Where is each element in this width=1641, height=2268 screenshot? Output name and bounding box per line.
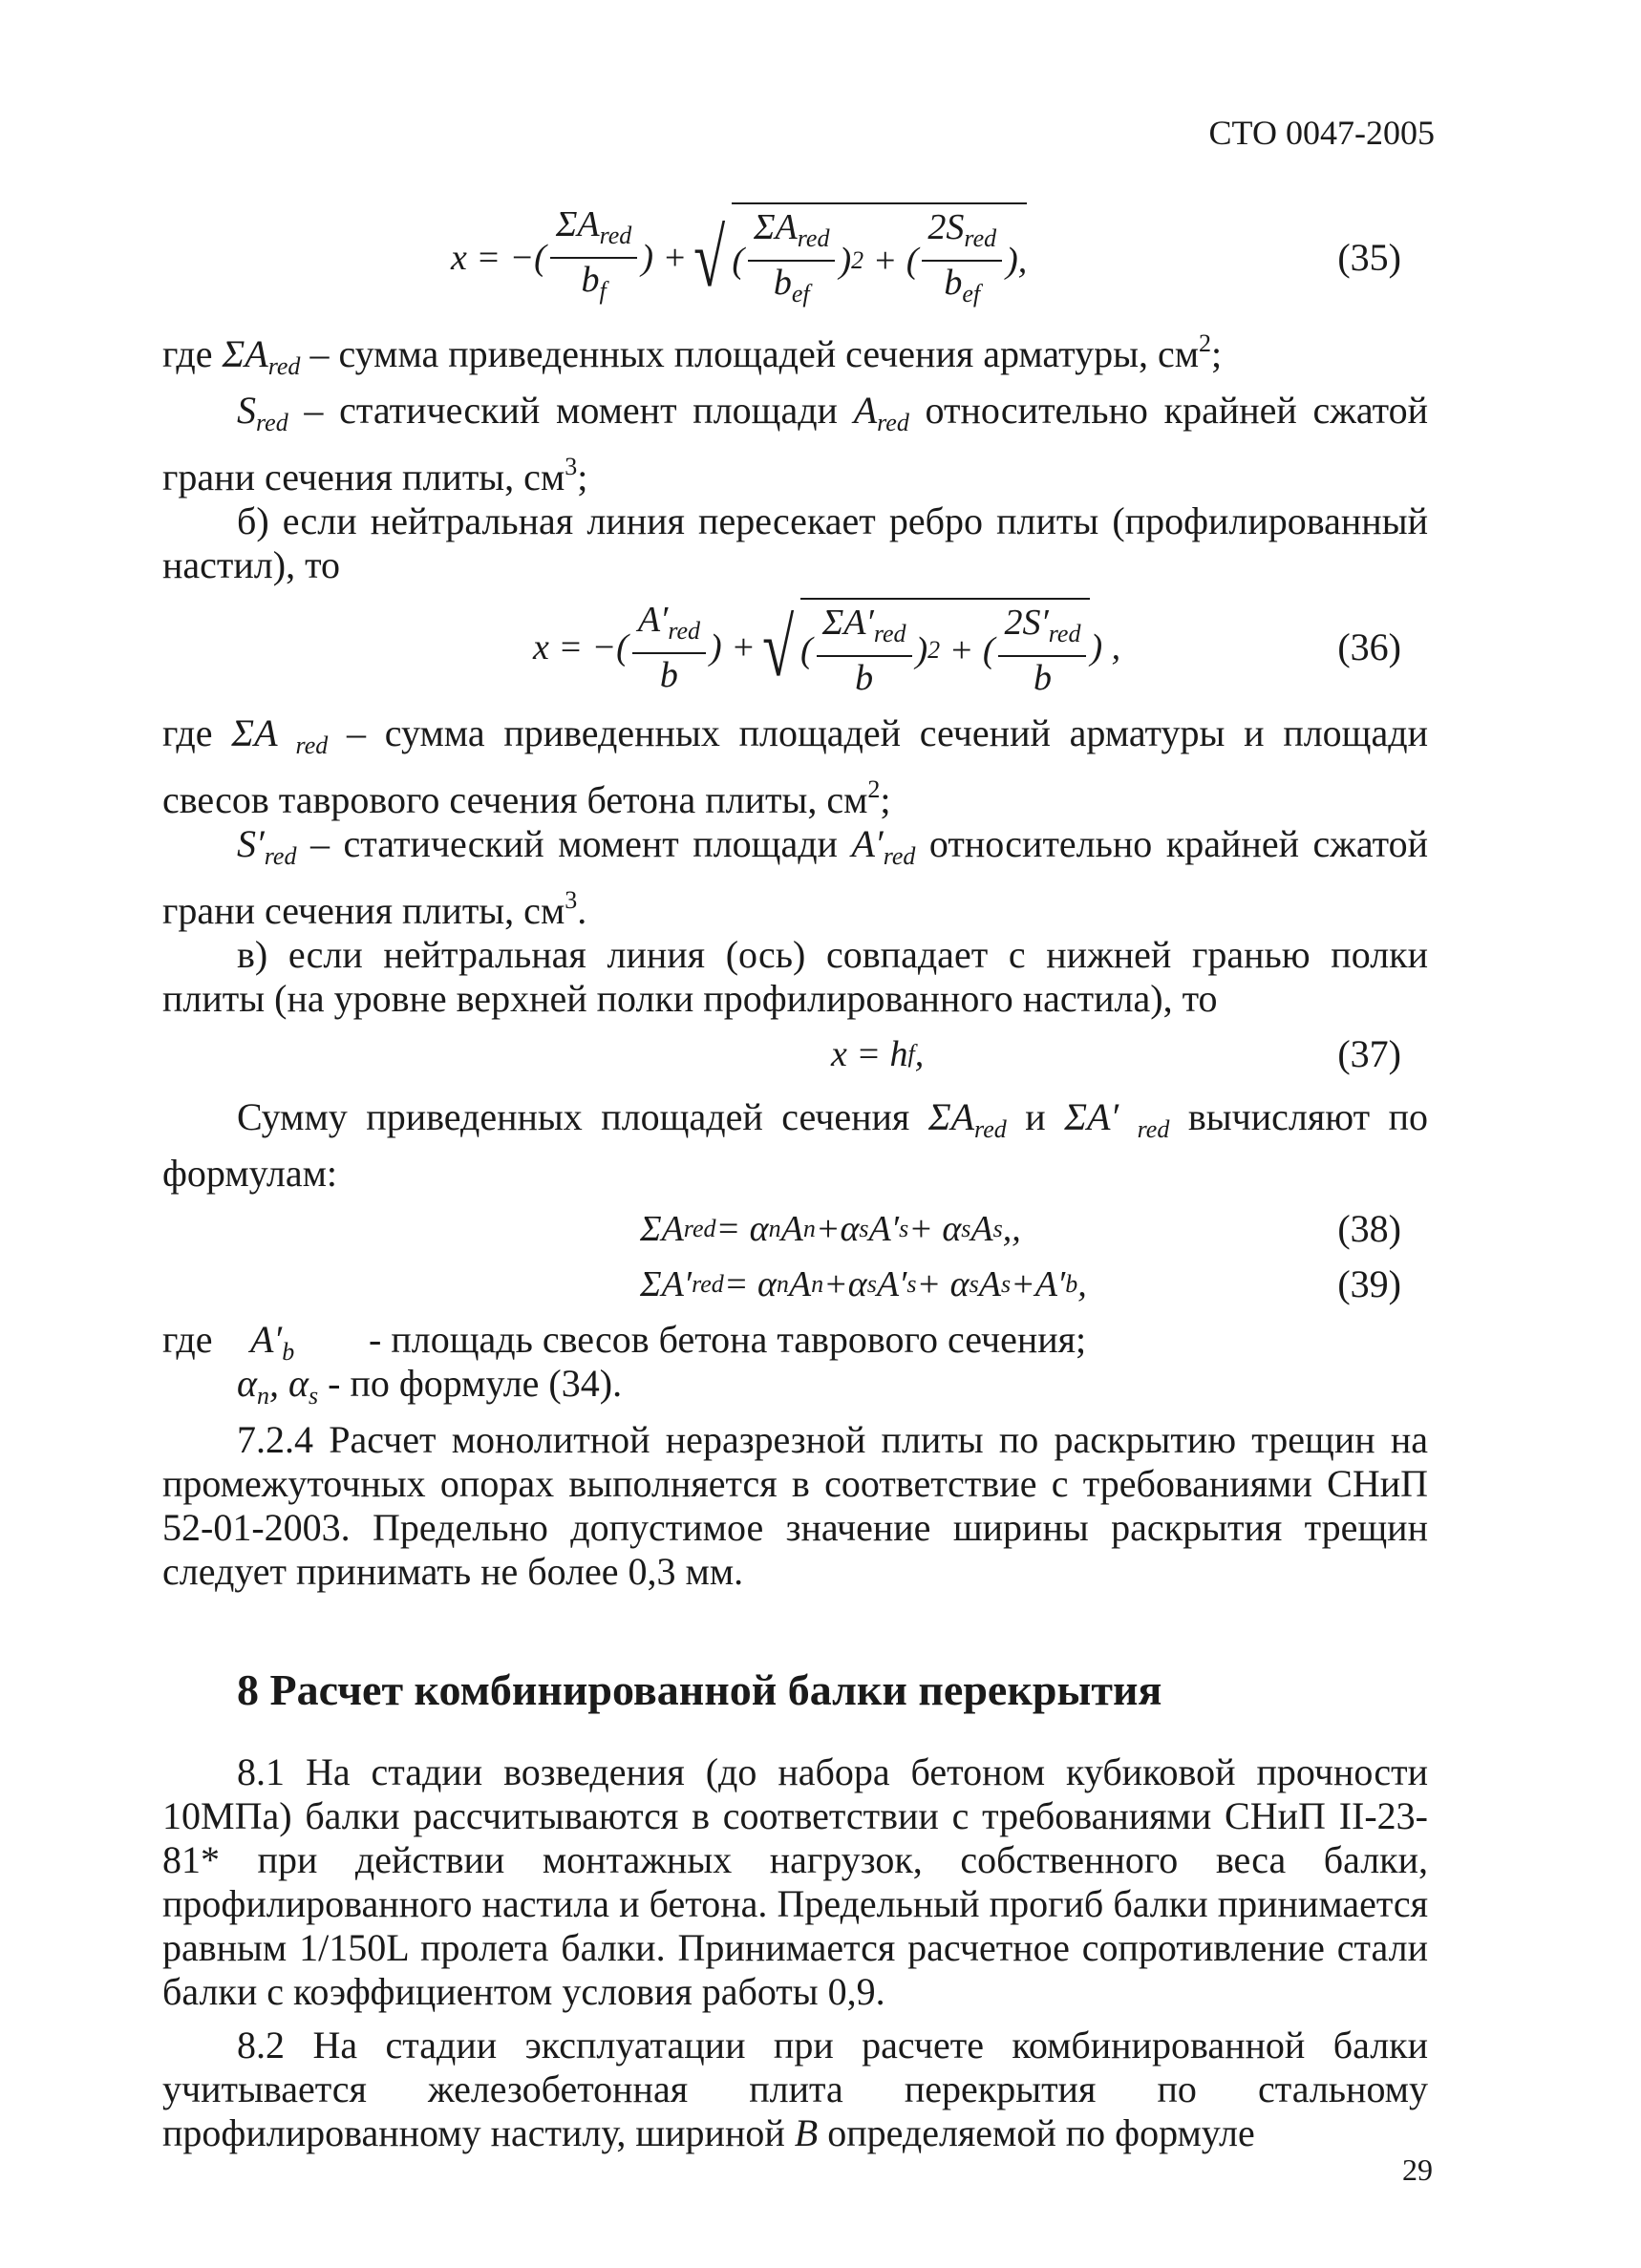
square-root: √ ( $\frac{\Sigma A_{red}}{b_{ef}}$ ) 2 + ( $\frac{2S_{red}}{b_{ef}}$ ),: [687, 202, 1027, 313]
formula-35: x = −( $\frac{\Sigma A_{red}}{b_f}$ ) + √ ( $\frac{\Sigma A_{red}}{b_{ef}}$ ) 2 + ( $\frac{2S_{red}}{b_{ef}}$ ), (35): [162, 205, 1428, 310]
definition-sum-ared-prime: где ΣA $_{red}$ – сумма приведенных площадей сечений арматуры и площади свесов таврового сечения бетона плиты, $см^2$;: [162, 711, 1428, 821]
document-code: СТО 0047-2005: [1208, 114, 1435, 152]
equation-number: (37): [1337, 1032, 1401, 1075]
equation-number: (35): [1337, 236, 1401, 279]
page-number: 29: [1402, 2152, 1433, 2187]
sum-intro: Сумму приведенных площадей сечения $\Sigma A_{red}$ и ΣA′ $_{red}$ вычисляют по формулам:: [162, 1095, 1429, 1195]
equation-number: (38): [1337, 1207, 1401, 1250]
definition-sum-ared: где $\Sigma A_{red}$ – сумма приведенных площадей сечения арматуры, $см^2$;: [162, 329, 1223, 380]
definition-ab: где $A'_b$ - площадь свесов бетона таврового сечения;: [162, 1318, 1087, 1366]
equation-number: (39): [1337, 1262, 1401, 1305]
definition-alpha: $\alpha_n$, $\alpha_s$ - по формуле (34).: [237, 1362, 623, 1410]
paragraph-7-2-4: 7.2.4 Расчет монолитной неразрезной плиты по раскрытию трещин на промежуточных опорах выполняется в соответствие с требованиями СНиП 52-01-2003. Предельно допустимое значение ширины раскрытия трещин следует принимать не более 0,3 мм.: [162, 1418, 1428, 1593]
formula-37: x = h f , (37): [162, 1027, 1428, 1082]
definition-sred: $S_{red}$ – статический момент площади $A_{red}$ относительно крайней сжатой грани сечения плиты, $см^3$;: [162, 389, 1428, 498]
definition-sred-prime: $S'_{red}$ – статический момент площади $A'_{red}$ относительно крайней сжатой грани сечения плиты, $см^3$.: [162, 822, 1428, 932]
equation-number: (36): [1337, 625, 1401, 668]
paragraph-8-2: 8.2 На стадии эксплуатации при расчете комбинированной балки учитывается железобетонная плита перекрытия по стальному профилированному настилу, шириной B определяемой по формуле: [162, 2024, 1428, 2154]
paragraph-8-1: 8.1 На стадии возведения (до набора бетоном кубиковой прочности 10МПа) балки рассчитываются в соответствии с требованиями СНиП II-23-81* при действии монтажных нагрузок, собственного веса балки, профилированного настила и бетона. Предельный прогиб балки принимается равным 1/150L пролета балки. Принимается расчетное сопротивление стали балки с коэффициентом условия работы 0,9.: [162, 1750, 1428, 2013]
section-heading: 8 Расчет комбинированной балки перекрытия: [237, 1665, 1162, 1714]
formula-36: x = −( $\frac{A'_{red}}{b}$ ) + √ ( $\frac{\Sigma A'_{red}}{b}$ ) 2 + ( $\frac{2S'_{red}}{b}$ ) , (36): [162, 595, 1428, 700]
page-content: [162, 205, 1428, 2155]
formula-39: ΣA′ red = α n A n +α s A′ s + α s A s +A′ b , (39): [162, 1257, 1428, 1312]
square-root: √ ( $\frac{\Sigma A'_{red}}{b}$ ) 2 + ( $\frac{2S'_{red}}{b}$ ) ,: [756, 598, 1120, 697]
case-c-text: в) если нейтральная линия (ось) совпадает с нижней гранью полки плиты (на уровне верхней полки профилированного настила), то: [162, 933, 1428, 1020]
formula-38: ΣA red = α n A n +α s A′ s + α s A s ,, (38): [162, 1201, 1428, 1257]
case-b-text: б) если нейтральная линия пересекает ребро плиты (профилированный настил), то: [162, 499, 1428, 586]
